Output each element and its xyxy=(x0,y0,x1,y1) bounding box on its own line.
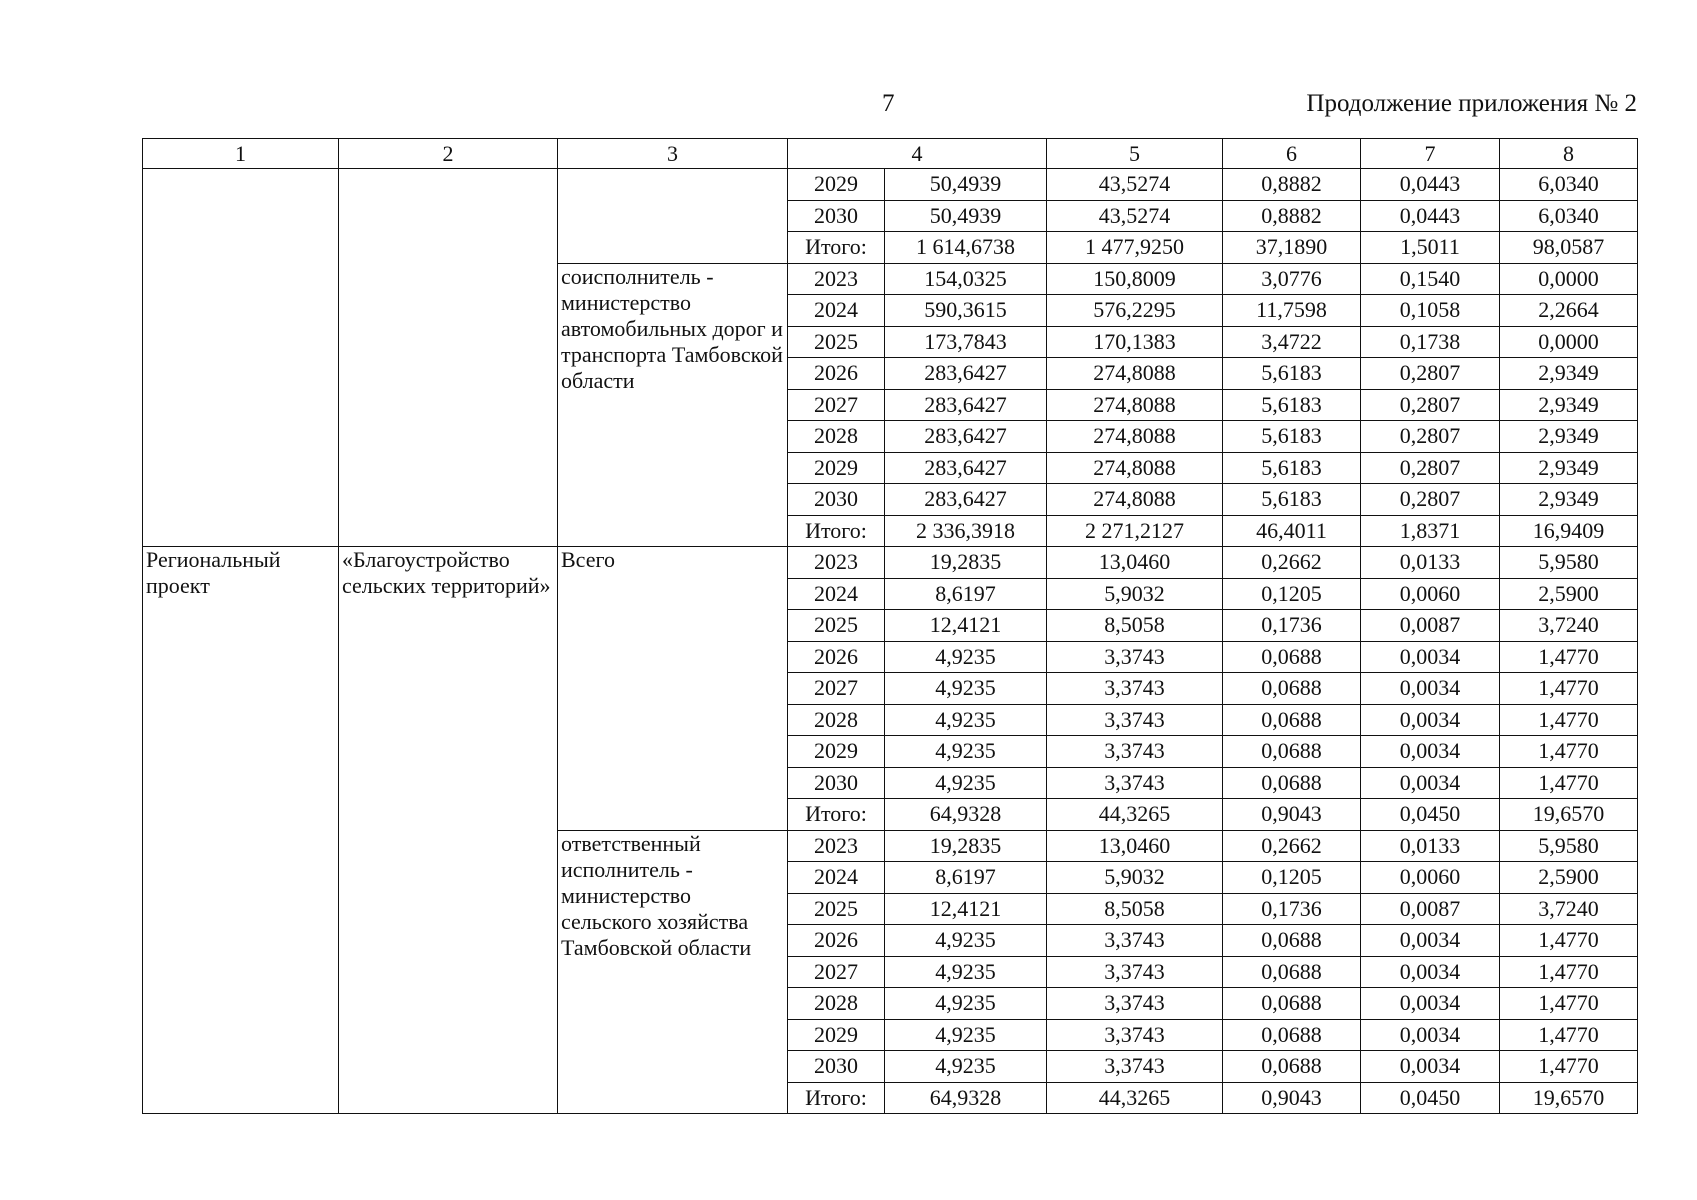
financing-table xyxy=(142,138,1638,1114)
federal-value-cell: 3,3743 xyxy=(1047,736,1223,768)
extrabudget-value-cell: 3,7240 xyxy=(1500,893,1638,925)
total-value-cell: 4,9235 xyxy=(885,1019,1047,1051)
executor-cell: Всего xyxy=(558,547,788,831)
local-value-cell: 0,0034 xyxy=(1361,673,1500,705)
federal-value-cell: 150,8009 xyxy=(1047,263,1223,295)
local-value-cell: 0,0034 xyxy=(1361,925,1500,957)
total-value-cell: 64,9328 xyxy=(885,1082,1047,1114)
extrabudget-value-cell: 6,0340 xyxy=(1500,169,1638,201)
federal-value-cell: 274,8088 xyxy=(1047,389,1223,421)
column-header: 1 xyxy=(143,139,339,169)
regional-value-cell: 0,1205 xyxy=(1223,578,1361,610)
federal-value-cell: 13,0460 xyxy=(1047,547,1223,579)
local-value-cell: 0,2807 xyxy=(1361,421,1500,453)
table-row xyxy=(143,169,1638,201)
total-value-cell: 19,2835 xyxy=(885,830,1047,862)
extrabudget-value-cell: 98,0587 xyxy=(1500,232,1638,264)
extrabudget-value-cell: 0,0000 xyxy=(1500,326,1638,358)
federal-value-cell: 3,3743 xyxy=(1047,673,1223,705)
regional-value-cell: 0,2662 xyxy=(1223,547,1361,579)
local-value-cell: 0,2807 xyxy=(1361,358,1500,390)
regional-value-cell: 5,6183 xyxy=(1223,452,1361,484)
federal-value-cell: 5,9032 xyxy=(1047,578,1223,610)
extrabudget-value-cell: 1,4770 xyxy=(1500,925,1638,957)
total-value-cell: 283,6427 xyxy=(885,389,1047,421)
event-name-cell xyxy=(339,169,558,547)
federal-value-cell: 3,3743 xyxy=(1047,925,1223,957)
local-value-cell: 0,0443 xyxy=(1361,200,1500,232)
extrabudget-value-cell: 1,4770 xyxy=(1500,988,1638,1020)
federal-value-cell: 2 271,2127 xyxy=(1047,515,1223,547)
total-value-cell: 8,6197 xyxy=(885,578,1047,610)
local-value-cell: 0,0034 xyxy=(1361,988,1500,1020)
year-cell: 2029 xyxy=(788,452,885,484)
year-cell: 2026 xyxy=(788,641,885,673)
total-value-cell: 590,3615 xyxy=(885,295,1047,327)
regional-value-cell: 0,1736 xyxy=(1223,610,1361,642)
federal-value-cell: 44,3265 xyxy=(1047,1082,1223,1114)
year-cell: Итого: xyxy=(788,515,885,547)
local-value-cell: 0,0034 xyxy=(1361,641,1500,673)
extrabudget-value-cell: 2,9349 xyxy=(1500,452,1638,484)
federal-value-cell: 44,3265 xyxy=(1047,799,1223,831)
column-header: 8 xyxy=(1500,139,1638,169)
extrabudget-value-cell: 2,9349 xyxy=(1500,389,1638,421)
local-value-cell: 0,2807 xyxy=(1361,389,1500,421)
year-cell: 2024 xyxy=(788,578,885,610)
regional-value-cell: 0,9043 xyxy=(1223,1082,1361,1114)
extrabudget-value-cell: 1,4770 xyxy=(1500,673,1638,705)
regional-value-cell: 5,6183 xyxy=(1223,358,1361,390)
year-cell: 2026 xyxy=(788,358,885,390)
local-value-cell: 0,0034 xyxy=(1361,1051,1500,1083)
extrabudget-value-cell: 2,5900 xyxy=(1500,862,1638,894)
federal-value-cell: 274,8088 xyxy=(1047,452,1223,484)
local-value-cell: 0,0060 xyxy=(1361,862,1500,894)
executor-cell: соисполнитель - министерство автомобильных дорог и транспорта Тамбовской области xyxy=(558,263,788,547)
federal-value-cell: 8,5058 xyxy=(1047,893,1223,925)
local-value-cell: 0,0034 xyxy=(1361,767,1500,799)
total-value-cell: 12,4121 xyxy=(885,893,1047,925)
federal-value-cell: 576,2295 xyxy=(1047,295,1223,327)
total-value-cell: 12,4121 xyxy=(885,610,1047,642)
regional-value-cell: 0,0688 xyxy=(1223,988,1361,1020)
column-header: 4 xyxy=(788,139,1047,169)
federal-value-cell: 3,3743 xyxy=(1047,956,1223,988)
total-value-cell: 4,9235 xyxy=(885,767,1047,799)
extrabudget-value-cell: 1,4770 xyxy=(1500,956,1638,988)
executor-cell: ответственный исполнитель - министерство сельского хозяйства Тамбовской области xyxy=(558,830,788,1114)
total-value-cell: 4,9235 xyxy=(885,673,1047,705)
extrabudget-value-cell: 2,9349 xyxy=(1500,358,1638,390)
regional-value-cell: 0,0688 xyxy=(1223,1019,1361,1051)
local-value-cell: 0,0060 xyxy=(1361,578,1500,610)
year-cell: 2027 xyxy=(788,956,885,988)
total-value-cell: 4,9235 xyxy=(885,925,1047,957)
extrabudget-value-cell: 19,6570 xyxy=(1500,799,1638,831)
total-value-cell: 4,9235 xyxy=(885,704,1047,736)
federal-value-cell: 43,5274 xyxy=(1047,200,1223,232)
local-value-cell: 0,0443 xyxy=(1361,169,1500,201)
federal-value-cell: 43,5274 xyxy=(1047,169,1223,201)
year-cell: 2030 xyxy=(788,484,885,516)
total-value-cell: 283,6427 xyxy=(885,484,1047,516)
appendix-continuation-header: Продолжение приложения № 2 xyxy=(1306,90,1637,117)
total-value-cell: 283,6427 xyxy=(885,452,1047,484)
regional-value-cell: 0,0688 xyxy=(1223,767,1361,799)
total-value-cell: 50,4939 xyxy=(885,169,1047,201)
total-value-cell: 283,6427 xyxy=(885,358,1047,390)
extrabudget-value-cell: 1,4770 xyxy=(1500,736,1638,768)
regional-value-cell: 0,0688 xyxy=(1223,956,1361,988)
regional-value-cell: 0,0688 xyxy=(1223,704,1361,736)
extrabudget-value-cell: 1,4770 xyxy=(1500,704,1638,736)
local-value-cell: 0,0087 xyxy=(1361,610,1500,642)
regional-value-cell: 0,0688 xyxy=(1223,1051,1361,1083)
regional-value-cell: 5,6183 xyxy=(1223,389,1361,421)
extrabudget-value-cell: 2,9349 xyxy=(1500,421,1638,453)
year-cell: 2025 xyxy=(788,610,885,642)
total-value-cell: 4,9235 xyxy=(885,988,1047,1020)
total-value-cell: 19,2835 xyxy=(885,547,1047,579)
extrabudget-value-cell: 1,4770 xyxy=(1500,1019,1638,1051)
regional-value-cell: 0,8882 xyxy=(1223,169,1361,201)
local-value-cell: 0,0087 xyxy=(1361,893,1500,925)
year-cell: 2023 xyxy=(788,830,885,862)
year-cell: 2026 xyxy=(788,925,885,957)
local-value-cell: 0,2807 xyxy=(1361,484,1500,516)
total-value-cell: 154,0325 xyxy=(885,263,1047,295)
local-value-cell: 0,0133 xyxy=(1361,830,1500,862)
regional-value-cell: 37,1890 xyxy=(1223,232,1361,264)
executor-cell xyxy=(558,169,788,264)
total-value-cell: 173,7843 xyxy=(885,326,1047,358)
local-value-cell: 0,0450 xyxy=(1361,799,1500,831)
federal-value-cell: 3,3743 xyxy=(1047,988,1223,1020)
federal-value-cell: 3,3743 xyxy=(1047,1019,1223,1051)
year-cell: 2029 xyxy=(788,169,885,201)
local-value-cell: 0,0034 xyxy=(1361,1019,1500,1051)
year-cell: Итого: xyxy=(788,799,885,831)
year-cell: Итого: xyxy=(788,1082,885,1114)
federal-value-cell: 13,0460 xyxy=(1047,830,1223,862)
year-cell: 2023 xyxy=(788,263,885,295)
regional-value-cell: 0,2662 xyxy=(1223,830,1361,862)
column-header: 2 xyxy=(339,139,558,169)
total-value-cell: 4,9235 xyxy=(885,1051,1047,1083)
federal-value-cell: 5,9032 xyxy=(1047,862,1223,894)
total-value-cell: 2 336,3918 xyxy=(885,515,1047,547)
federal-value-cell: 1 477,9250 xyxy=(1047,232,1223,264)
extrabudget-value-cell: 1,4770 xyxy=(1500,641,1638,673)
year-cell: 2030 xyxy=(788,200,885,232)
local-value-cell: 0,0133 xyxy=(1361,547,1500,579)
year-cell: 2030 xyxy=(788,767,885,799)
column-number-row xyxy=(143,139,1638,169)
local-value-cell: 0,0034 xyxy=(1361,956,1500,988)
extrabudget-value-cell: 19,6570 xyxy=(1500,1082,1638,1114)
table-body xyxy=(143,139,1638,1114)
total-value-cell: 283,6427 xyxy=(885,421,1047,453)
extrabudget-value-cell: 5,9580 xyxy=(1500,830,1638,862)
year-cell: 2028 xyxy=(788,421,885,453)
regional-value-cell: 0,0688 xyxy=(1223,925,1361,957)
regional-value-cell: 3,0776 xyxy=(1223,263,1361,295)
local-value-cell: 0,2807 xyxy=(1361,452,1500,484)
regional-value-cell: 0,0688 xyxy=(1223,736,1361,768)
table-row xyxy=(143,547,1638,579)
column-header: 7 xyxy=(1361,139,1500,169)
federal-value-cell: 3,3743 xyxy=(1047,641,1223,673)
regional-value-cell: 0,8882 xyxy=(1223,200,1361,232)
regional-value-cell: 0,9043 xyxy=(1223,799,1361,831)
year-cell: 2023 xyxy=(788,547,885,579)
regional-value-cell: 46,4011 xyxy=(1223,515,1361,547)
regional-value-cell: 0,1205 xyxy=(1223,862,1361,894)
federal-value-cell: 3,3743 xyxy=(1047,767,1223,799)
extrabudget-value-cell: 1,4770 xyxy=(1500,1051,1638,1083)
extrabudget-value-cell: 3,7240 xyxy=(1500,610,1638,642)
regional-value-cell: 0,1736 xyxy=(1223,893,1361,925)
federal-value-cell: 170,1383 xyxy=(1047,326,1223,358)
total-value-cell: 4,9235 xyxy=(885,956,1047,988)
extrabudget-value-cell: 2,5900 xyxy=(1500,578,1638,610)
total-value-cell: 50,4939 xyxy=(885,200,1047,232)
extrabudget-value-cell: 2,2664 xyxy=(1500,295,1638,327)
extrabudget-value-cell: 6,0340 xyxy=(1500,200,1638,232)
federal-value-cell: 8,5058 xyxy=(1047,610,1223,642)
local-value-cell: 0,1738 xyxy=(1361,326,1500,358)
total-value-cell: 4,9235 xyxy=(885,641,1047,673)
local-value-cell: 0,0450 xyxy=(1361,1082,1500,1114)
event-type-cell: Региональный проект xyxy=(143,547,339,1114)
total-value-cell: 1 614,6738 xyxy=(885,232,1047,264)
local-value-cell: 0,0034 xyxy=(1361,704,1500,736)
extrabudget-value-cell: 16,9409 xyxy=(1500,515,1638,547)
column-header: 3 xyxy=(558,139,788,169)
regional-value-cell: 11,7598 xyxy=(1223,295,1361,327)
federal-value-cell: 3,3743 xyxy=(1047,704,1223,736)
local-value-cell: 1,5011 xyxy=(1361,232,1500,264)
column-header: 5 xyxy=(1047,139,1223,169)
extrabudget-value-cell: 2,9349 xyxy=(1500,484,1638,516)
event-type-cell xyxy=(143,169,339,547)
year-cell: 2027 xyxy=(788,673,885,705)
regional-value-cell: 5,6183 xyxy=(1223,484,1361,516)
year-cell: 2030 xyxy=(788,1051,885,1083)
total-value-cell: 64,9328 xyxy=(885,799,1047,831)
year-cell: 2024 xyxy=(788,862,885,894)
regional-value-cell: 0,0688 xyxy=(1223,641,1361,673)
federal-value-cell: 274,8088 xyxy=(1047,484,1223,516)
year-cell: 2029 xyxy=(788,1019,885,1051)
regional-value-cell: 3,4722 xyxy=(1223,326,1361,358)
extrabudget-value-cell: 1,4770 xyxy=(1500,767,1638,799)
year-cell: 2027 xyxy=(788,389,885,421)
total-value-cell: 4,9235 xyxy=(885,736,1047,768)
year-cell: 2028 xyxy=(788,988,885,1020)
extrabudget-value-cell: 5,9580 xyxy=(1500,547,1638,579)
local-value-cell: 0,0034 xyxy=(1361,736,1500,768)
local-value-cell: 0,1058 xyxy=(1361,295,1500,327)
federal-value-cell: 274,8088 xyxy=(1047,421,1223,453)
year-cell: 2024 xyxy=(788,295,885,327)
column-header: 6 xyxy=(1223,139,1361,169)
federal-value-cell: 274,8088 xyxy=(1047,358,1223,390)
year-cell: Итого: xyxy=(788,232,885,264)
regional-value-cell: 0,0688 xyxy=(1223,673,1361,705)
page-number: 7 xyxy=(882,90,895,117)
year-cell: 2029 xyxy=(788,736,885,768)
regional-value-cell: 5,6183 xyxy=(1223,421,1361,453)
year-cell: 2025 xyxy=(788,893,885,925)
year-cell: 2025 xyxy=(788,326,885,358)
total-value-cell: 8,6197 xyxy=(885,862,1047,894)
federal-value-cell: 3,3743 xyxy=(1047,1051,1223,1083)
extrabudget-value-cell: 0,0000 xyxy=(1500,263,1638,295)
event-name-cell: «Благоустройство сельских территорий» xyxy=(339,547,558,1114)
year-cell: 2028 xyxy=(788,704,885,736)
local-value-cell: 1,8371 xyxy=(1361,515,1500,547)
local-value-cell: 0,1540 xyxy=(1361,263,1500,295)
